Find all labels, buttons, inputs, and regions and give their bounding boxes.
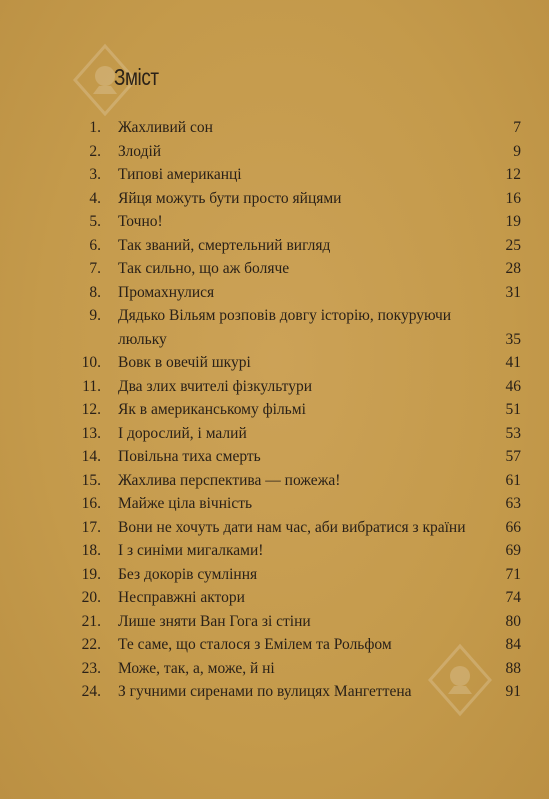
toc-entry[interactable] xyxy=(0,422,549,446)
toc-entry[interactable] xyxy=(0,492,549,516)
entry-page-number: 31 xyxy=(505,283,521,301)
entry-title: Майже ціла вічність xyxy=(118,495,253,512)
entry-number: 22. xyxy=(81,636,101,653)
toc-entry[interactable] xyxy=(0,257,549,281)
entry-page-number: 46 xyxy=(505,377,521,395)
entry-number: 4. xyxy=(89,189,101,207)
entry-number: 17. xyxy=(81,518,101,536)
toc-entry[interactable] xyxy=(0,375,549,399)
entry-number: 21. xyxy=(81,612,101,630)
entry-number: 5. xyxy=(89,213,101,230)
toc-entry[interactable] xyxy=(0,516,549,540)
entry-title: Несправжні актори xyxy=(118,589,245,606)
entry-title: Яйця можуть бути просто яйцями xyxy=(118,189,342,207)
entry-number: 12. xyxy=(81,401,101,418)
toc-entry[interactable] xyxy=(0,304,549,351)
entry-number: 3. xyxy=(89,166,101,183)
entry-number: 14. xyxy=(81,448,101,465)
entry-title: Те саме, що сталося з Емілем та Рольфом xyxy=(118,636,392,653)
entry-number: 16. xyxy=(81,495,101,512)
entry-page-number: 74 xyxy=(505,589,521,606)
toc-entry[interactable] xyxy=(0,633,549,657)
entry-title: Дядько Вільям розповів довгу історію, покуруючи люльку xyxy=(118,307,452,348)
entry-title: І з синіми мигалками! xyxy=(118,542,264,559)
toc-entry[interactable] xyxy=(0,116,549,140)
entry-title: Повільна тиха смерть xyxy=(118,448,261,465)
toc-entry[interactable] xyxy=(0,187,549,211)
toc-entry[interactable] xyxy=(0,657,549,681)
entry-title: І дорослий, і малий xyxy=(118,424,247,442)
entry-page-number: 12 xyxy=(505,166,521,183)
entry-page-number: 51 xyxy=(505,401,521,418)
entry-page-number: 41 xyxy=(505,354,521,371)
entry-number: 24. xyxy=(81,683,101,700)
entry-number: 19. xyxy=(81,565,101,583)
entry-number: 7. xyxy=(89,260,101,277)
entry-title: Може, так, а, може, й ні xyxy=(118,659,275,677)
entry-title: Два злих вчителі фізкультури xyxy=(118,377,313,395)
toc-entry[interactable] xyxy=(0,586,549,610)
entry-title: Лише зняти Ван Гога зі стіни xyxy=(118,612,311,630)
entry-number: 23. xyxy=(81,659,101,677)
entry-page-number: 66 xyxy=(505,518,521,536)
entry-title: Вовк в овечій шкурі xyxy=(118,354,251,371)
entry-title: Промахнулися xyxy=(118,283,215,301)
toc-entry[interactable] xyxy=(0,610,549,634)
toc-entry[interactable] xyxy=(0,680,549,704)
entry-number: 1. xyxy=(89,119,101,136)
entry-number: 13. xyxy=(81,424,101,442)
entry-number: 8. xyxy=(89,283,101,301)
entry-number: 2. xyxy=(89,142,101,160)
entry-title: Типові американці xyxy=(118,166,242,183)
entry-title: Точно! xyxy=(118,213,163,230)
entry-page-number: 25 xyxy=(505,236,521,254)
toc-entry[interactable] xyxy=(0,140,549,164)
entry-title: Як в американському фільмі xyxy=(118,401,306,418)
toc-entry[interactable] xyxy=(0,398,549,422)
toc-entry[interactable] xyxy=(0,539,549,563)
entry-title: Без докорів сумління xyxy=(118,565,258,583)
entry-title: Злодій xyxy=(118,142,162,160)
entry-title: З гучними сиренами по вулицях Мангеттена xyxy=(118,683,412,700)
toc-entry[interactable] xyxy=(0,234,549,258)
entry-page-number: 9 xyxy=(513,142,521,160)
entry-page-number: 80 xyxy=(505,612,521,630)
entry-page-number: 63 xyxy=(505,495,521,512)
toc-entry[interactable] xyxy=(0,445,549,469)
entry-page-number: 7 xyxy=(513,119,521,136)
entry-page-number: 84 xyxy=(505,636,521,653)
entry-title: Жахливий сон xyxy=(118,119,213,136)
entry-page-number: 35 xyxy=(505,330,521,348)
toc-entry[interactable] xyxy=(0,351,549,375)
entry-page-number: 19 xyxy=(505,213,521,230)
entry-page-number: 88 xyxy=(505,659,521,677)
toc-entry[interactable] xyxy=(0,469,549,493)
entry-number: 9. xyxy=(89,307,101,324)
entry-number: 6. xyxy=(89,236,101,254)
entry-page-number: 16 xyxy=(505,189,521,207)
entry-number: 20. xyxy=(81,589,101,606)
toc-entry[interactable] xyxy=(0,563,549,587)
entry-number: 10. xyxy=(81,354,101,371)
entry-title: Жахлива перспектива — пожежа! xyxy=(118,471,341,489)
entry-title: Вони не хочуть дати нам час, аби вибратися з країни xyxy=(118,518,466,536)
entry-page-number: 91 xyxy=(505,683,521,700)
entry-number: 15. xyxy=(81,471,101,489)
entry-number: 11. xyxy=(82,377,101,395)
contents-heading: Зміст xyxy=(114,64,159,90)
entry-page-number: 71 xyxy=(505,565,521,583)
table-of-contents xyxy=(0,116,549,704)
entry-page-number: 57 xyxy=(505,448,521,465)
entry-page-number: 61 xyxy=(505,471,521,489)
toc-entry[interactable] xyxy=(0,163,549,187)
entry-page-number: 28 xyxy=(505,260,521,277)
entry-title: Так сильно, що аж боляче xyxy=(118,260,290,277)
entry-page-number: 53 xyxy=(505,424,521,442)
entry-number: 18. xyxy=(81,542,101,559)
toc-entry[interactable] xyxy=(0,281,549,305)
toc-entry[interactable] xyxy=(0,210,549,234)
entry-title: Так званий, смертельний вигляд xyxy=(118,236,331,254)
entry-page-number: 69 xyxy=(505,542,521,559)
